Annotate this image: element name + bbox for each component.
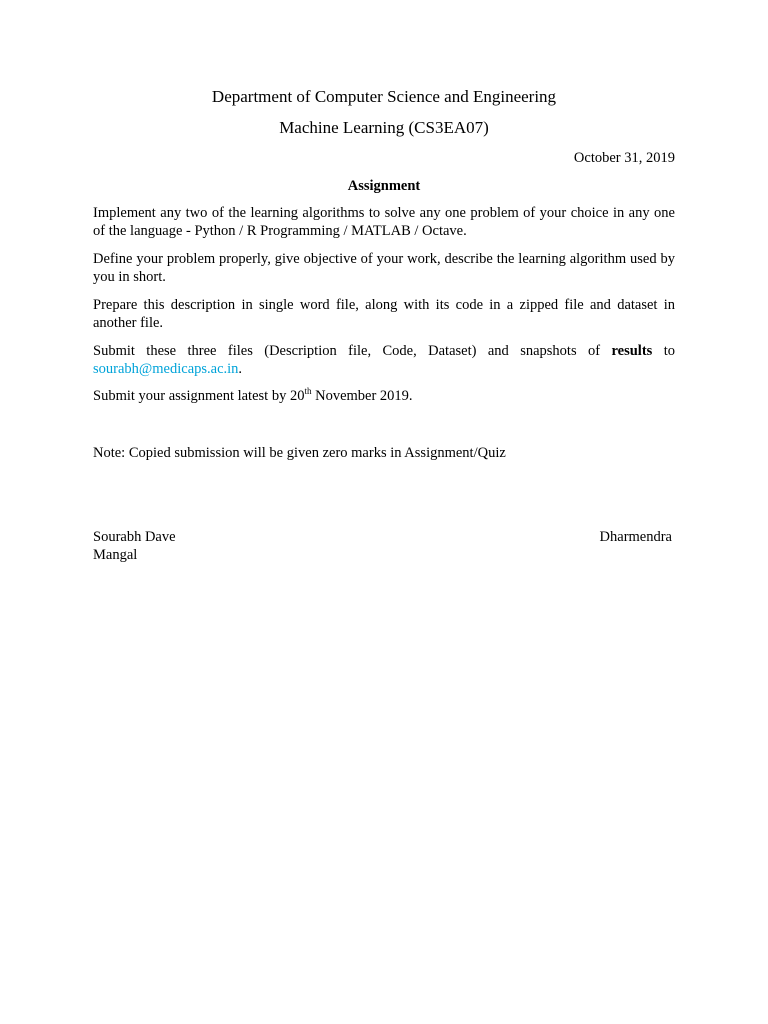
submit-period: . <box>238 361 243 377</box>
deadline-text: Submit your assignment latest by 20 <box>93 388 305 404</box>
deadline-month: November 2019. <box>311 388 413 404</box>
signature-right-surname: Mangal <box>93 547 138 563</box>
paragraph-define-problem: Define your problem properly, give objective of your work, describe the learning algorithm used by you in short. <box>93 251 675 285</box>
document-date: October 31, 2019 <box>573 150 675 166</box>
copy-warning-note: Note: Copied submission will be given zero marks in Assignment/Quiz <box>93 445 506 461</box>
course-title: Machine Learning (CS3EA07) <box>279 118 489 137</box>
paragraph-prepare-description: Prepare this description in single word file, along with its code in a zipped file and dataset in another file. <box>93 297 675 331</box>
results-bold-text: results <box>611 343 653 359</box>
submit-to-text: to <box>652 343 675 359</box>
email-link[interactable]: sourabh@medicaps.ac.in <box>93 361 239 377</box>
signature-right: Dharmendra <box>599 529 672 545</box>
paragraph-task: Implement any two of the learning algorithms to solve any one problem of your choice in any one of the language - Python / R Programming / MATLAB / Octave. <box>93 205 675 239</box>
assignment-heading: Assignment <box>347 178 421 194</box>
submit-text: Submit these three files (Description file, Code, Dataset) and snapshots of <box>93 343 612 359</box>
paragraph-deadline <box>93 387 675 405</box>
paragraph-submit-files <box>93 342 675 378</box>
signature-left: Sourabh Dave <box>93 529 176 545</box>
deadline-ordinal: th <box>304 386 312 396</box>
department-title: Department of Computer Science and Engineering <box>211 87 557 106</box>
